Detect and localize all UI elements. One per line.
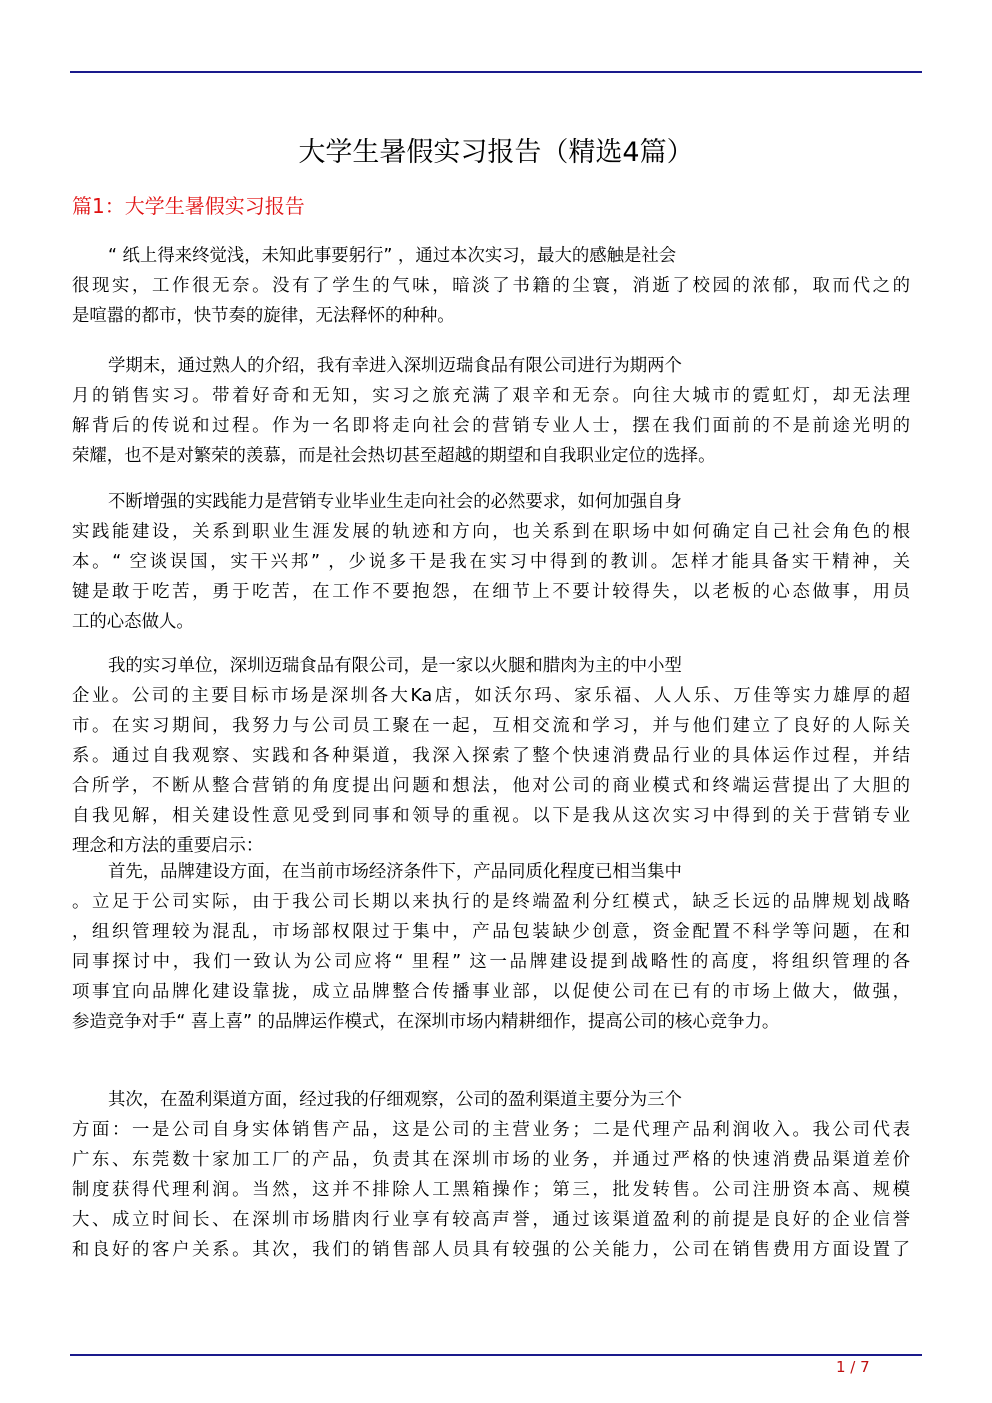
text-line: 合所学，不断从整合营销的角度提出问题和想法，他对公司的商业模式和终端运营提出了大胆的 bbox=[72, 776, 910, 796]
text-line: 本。“ 空谈误国，实干兴邦” ，少说多干是我在实习中得到的教训。怎样才能具备实干精神，关 bbox=[72, 552, 910, 572]
text-line: 市。在实习期间，我努力与公司员工聚在一起，互相交流和学习，并与他们建立了良好的人际关 bbox=[72, 716, 910, 736]
text-line: 是喧嚣的都市，快节奏的旋律，无法释怀的种种。 bbox=[72, 306, 455, 326]
text-line: 项事宜向品牌化建设靠拢，成立品牌整合传播事业部，以促使公司在已有的市场上做大，做强， bbox=[72, 982, 910, 1002]
paragraph bbox=[72, 487, 910, 637]
header-rule bbox=[70, 71, 922, 73]
page-number: 1 / 7 bbox=[836, 1358, 870, 1376]
text-line: 首先，品牌建设方面，在当前市场经济条件下，产品同质化程度已相当集中 bbox=[108, 862, 682, 882]
text-line: 很现实，工作很无奈。没有了学生的气味，暗淡了书籍的尘寰，消逝了校园的浓郁，取而代之的 bbox=[72, 276, 910, 296]
text-line: 解背后的传说和过程。作为一名即将走向社会的营销专业人士，摆在我们面前的不是前途光明的 bbox=[72, 416, 910, 436]
text-line: 制度获得代理利润。当然，这并不排除人工黑箱操作；第三，批发转售。公司注册资本高、规模 bbox=[72, 1180, 910, 1200]
footer-rule bbox=[70, 1354, 922, 1356]
text-line: 自我见解，相关建设性意见受到同事和领导的重视。以下是我从这次实习中得到的关于营销专业 bbox=[72, 806, 910, 826]
text-line: ，组织管理较为混乱，市场部权限过于集中，产品包装缺少创意，资金配置不科学等问题，在和 bbox=[72, 922, 910, 942]
text-line: 参造竞争对手“ 喜上喜” 的品牌运作模式，在深圳市场内精耕细作，提高公司的核心竞争力。 bbox=[72, 1012, 780, 1032]
text-line: 理念和方法的重要启示： bbox=[72, 836, 264, 856]
paragraph bbox=[72, 1085, 910, 1265]
text-line: 。立足于公司实际，由于我公司长期以来执行的是终端盈利分红模式，缺乏长远的品牌规划战略 bbox=[72, 892, 910, 912]
text-line: 月的销售实习。带着好奇和无知，实习之旅充满了艰辛和无奈。向往大城市的霓虹灯，却无法理 bbox=[72, 386, 910, 406]
text-line: 大、成立时间长、在深圳市场腊肉行业享有较高声誉，通过该渠道盈利的前提是良好的企业信誉 bbox=[72, 1210, 910, 1230]
text-line: 我的实习单位，深圳迈瑞食品有限公司，是一家以火腿和腊肉为主的中小型 bbox=[108, 656, 682, 676]
text-line: “ 纸上得来终觉浅，未知此事要躬行” ，通过本次实习，最大的感触是社会 bbox=[108, 246, 677, 266]
text-line: 键是敢于吃苦，勇于吃苦，在工作不要抱怨，在细节上不要计较得失，以老板的心态做事，用员 bbox=[72, 582, 910, 602]
text-line: 学期末，通过熟人的介绍，我有幸进入深圳迈瑞食品有限公司进行为期两个 bbox=[108, 356, 682, 376]
paragraph bbox=[72, 651, 910, 861]
text-line: 企业。公司的主要目标市场是深圳各大Ka店，如沃尔玛、家乐福、人人乐、万佳等实力雄厚的超 bbox=[72, 686, 910, 706]
document-title: 大学生暑假实习报告（精选4篇） bbox=[298, 137, 694, 168]
text-line: 其次，在盈利渠道方面，经过我的仔细观察，公司的盈利渠道主要分为三个 bbox=[108, 1090, 682, 1110]
paragraph bbox=[72, 351, 910, 471]
text-line: 和良好的客户关系。其次，我们的销售部人员具有较强的公关能力，公司在销售费用方面设置了 bbox=[72, 1240, 910, 1260]
section-heading: 篇1：大学生暑假实习报告 bbox=[72, 194, 305, 218]
text-line: 荣耀，也不是对繁荣的羡慕，而是社会热切甚至超越的期望和自我职业定位的选择。 bbox=[72, 446, 716, 466]
text-line: 同事探讨中，我们一致认为公司应将“ 里程” 这一品牌建设提到战略性的高度，将组织管理的各 bbox=[72, 952, 910, 972]
text-line: 方面：一是公司自身实体销售产品，这是公司的主营业务；二是代理产品利润收入。我公司代表 bbox=[72, 1120, 910, 1140]
paragraph bbox=[72, 857, 910, 1037]
paragraph bbox=[72, 241, 910, 331]
text-line: 不断增强的实践能力是营销专业毕业生走向社会的必然要求，如何加强自身 bbox=[108, 492, 682, 512]
text-line: 系。通过自我观察、实践和各种渠道，我深入探索了整个快速消费品行业的具体运作过程，并结 bbox=[72, 746, 910, 766]
text-line: 工的心态做人。 bbox=[72, 612, 194, 632]
text-line: 实践能建设，关系到职业生涯发展的轨迹和方向，也关系到在职场中如何确定自己社会角色的根 bbox=[72, 522, 910, 542]
text-line: 广东、东莞数十家加工厂的产品，负责其在深圳市场的业务，并通过严格的快速消费品渠道差价 bbox=[72, 1150, 910, 1170]
